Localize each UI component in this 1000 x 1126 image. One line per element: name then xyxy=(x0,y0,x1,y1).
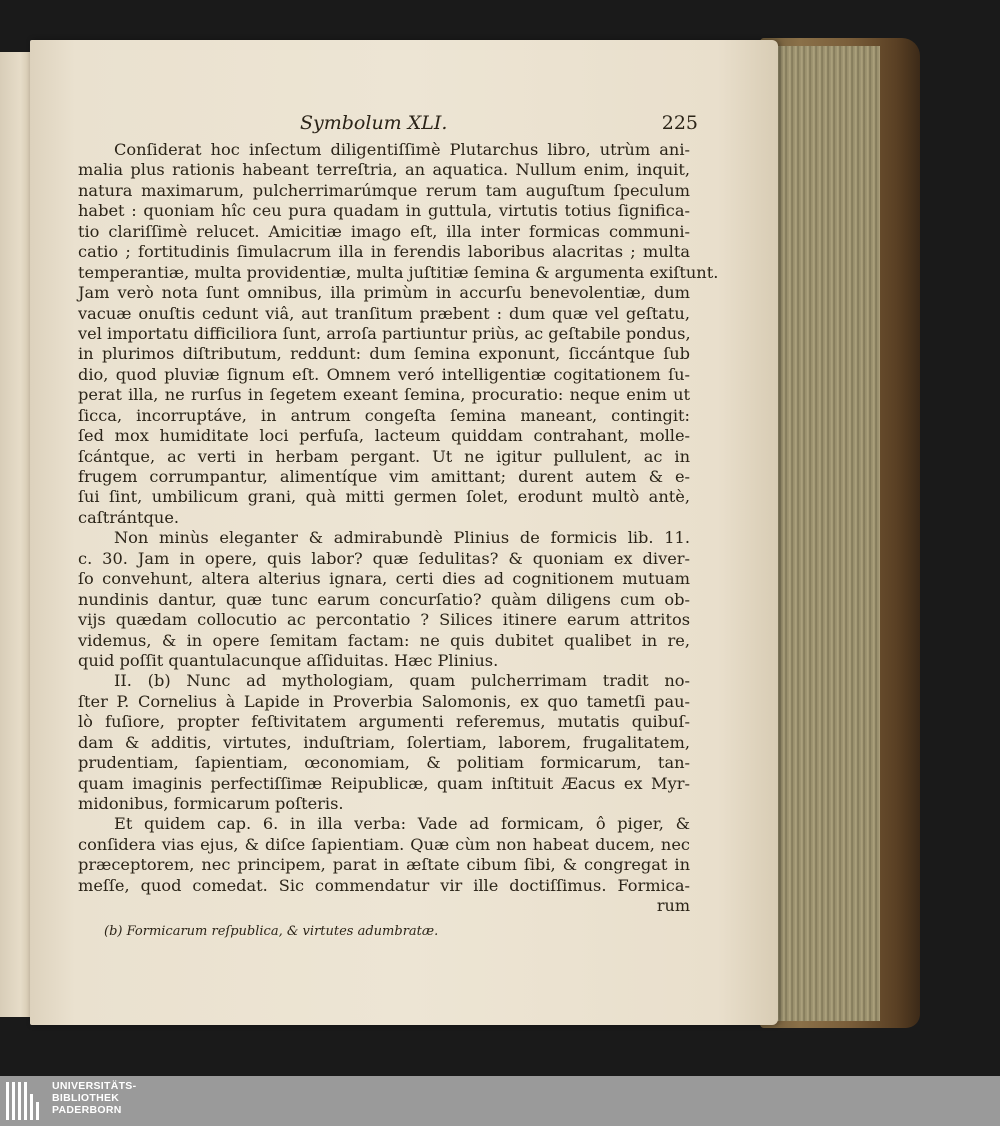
catchword: rum xyxy=(656,896,690,916)
text-line: ſicca, incorruptáve, in antrum congeſta ſemina maneant, contingit: xyxy=(78,405,690,425)
text-line: caſtrántque. xyxy=(78,507,180,527)
text-line: conſidera vias ejus, & diſce ſapientiam. Quæ cùm non habeat ducem, nec xyxy=(78,834,690,854)
text-line: dio, quod pluviæ ſignum eſt. Omnem veró intelligentiæ cogitationem ſu- xyxy=(78,364,690,384)
logo-text-line: UNIVERSITÄTS- xyxy=(52,1080,137,1092)
text-line: ſter P. Cornelius à Lapide in Proverbia Salomonis, ex quo tametſi pau- xyxy=(78,691,690,711)
text-line: quid poſſit quantulacunque aſſiduitas. Hæc Plinius. xyxy=(78,650,499,670)
text-line: Jam verò nota ſunt omnibus, illa primùm in accurſu benevolentiæ, dum xyxy=(78,283,690,303)
text-line: prudentiam, ſapientiam, œconomiam, & politiam formicarum, tan- xyxy=(78,753,690,773)
text-line: lò fuſiore, propter feſtivitatem argumenti referemus, mutatis quibuſ- xyxy=(78,712,690,732)
text-line: tio clariſſimè relucet. Amicitiæ imago eſt, illa inter formicas communi- xyxy=(78,221,690,241)
library-footer xyxy=(0,1076,1000,1126)
text-line: ſo convehunt, altera alterius ignara, certi dies ad cognitionem mutuam xyxy=(78,569,690,589)
logo-text-line: BIBLIOTHEK xyxy=(52,1092,120,1104)
text-line: vijs quædam collocutio ac percontatio ? Silices itinere earum attritos xyxy=(78,610,690,630)
running-header xyxy=(78,112,698,140)
university-logo-icon xyxy=(6,1082,44,1120)
text-line: videmus, & in opere ſemitam factam: ne quis dubitet qualibet in re, xyxy=(78,630,690,650)
running-title: Symbolum XLI. xyxy=(300,112,448,134)
left-page-edge xyxy=(0,52,34,1017)
text-line: Conſiderat hoc inſectum diligentiſſimè Plutarchus libro, utrùm ani- xyxy=(114,140,690,159)
text-line: in plurimos diſtributum, reddunt: dum ſemina exponunt, ſiccántque ſub xyxy=(78,344,690,364)
text-line: c. 30. Jam in opere, quis labor? quæ ſedulitas? & quoniam ex diver- xyxy=(78,548,690,568)
book-page xyxy=(30,40,778,1025)
text-line: ſcántque, ac verti in herbam pergant. Ut ne igitur pullulent, ac in xyxy=(78,446,690,466)
text-line: dam & additis, virtutes, induſtriam, ſolertiam, laborem, frugalitatem, xyxy=(78,732,690,752)
text-line: catio ; fortitudinis ſimulacrum illa in ferendis laboribus alacritas ; multa xyxy=(78,242,690,262)
text-line: malia plus rationis habeant terreſtria, an aquatica. Nullum enim, inquit, xyxy=(78,160,690,180)
page-number: 225 xyxy=(661,112,698,134)
text-line: frugem corrumpantur, alimentíque vim amittant; durent autem & e- xyxy=(78,467,690,486)
text-line: meſſe, quod comedat. Sic commendatur vir ille doctiſſimus. Formica- xyxy=(78,875,690,895)
text-line: præceptorem, nec principem, parat in æſtate cibum ſibi, & congregat in xyxy=(78,855,690,875)
footnote: (b) Formicarum reſpublica, & virtutes adumbratæ. xyxy=(104,924,439,940)
text-line: midonibus, formicarum poſteris. xyxy=(78,794,344,813)
text-line: Et quidem cap. 6. in illa verba: Vade ad formicam, ô piger, & xyxy=(114,814,690,834)
text-line: vel importatu difficiliora ſunt, arroſa partiuntur priùs, ac geſtabile pondus, xyxy=(78,323,691,343)
body-text xyxy=(78,140,719,896)
text-line: ſed mox humiditate loci perfuſa, lacteum quiddam contrahant, molle- xyxy=(78,426,690,446)
text-line: II. (b) Nunc ad mythologiam, quam pulcherrimam tradit no- xyxy=(114,671,690,691)
page-content xyxy=(78,112,719,940)
logo-text-line: PADERBORN xyxy=(52,1104,122,1116)
text-line: Non minùs eleganter & admirabundè Plinius de formicis lib. 11. xyxy=(114,528,690,548)
text-line: natura maximarum, pulcherrimarúmque rerum tam auguſtum ſpeculum xyxy=(78,180,690,200)
text-line: perat illa, ne rurſus in ſegetem exeant ſemina, procuratio: neque enim ut xyxy=(78,385,690,405)
text-line: temperantiæ, multa providentiæ, multa juſtitiæ ſemina & argumenta exiſtunt. xyxy=(78,262,719,282)
text-line: habet : quoniam hîc ceu pura quadam in guttula, virtutis totius ſignifica- xyxy=(78,201,690,221)
text-line: ſui ſint, umbilicum grani, quà mitti germen ſolet, erodunt multò antè, xyxy=(78,487,690,507)
text-line: nundinis dantur, quæ tunc earum concurſatio? quàm diligens cum ob- xyxy=(78,589,690,609)
text-line: quam imaginis perfectiſſimæ Reipublicæ, quam inſtituit Æacus ex Myr- xyxy=(78,773,690,793)
university-logo-text xyxy=(52,1080,136,1116)
text-line: vacuæ onuſtis cedunt viâ, aut tranſitum præbent : dum quæ vel geſtatu, xyxy=(78,303,690,323)
